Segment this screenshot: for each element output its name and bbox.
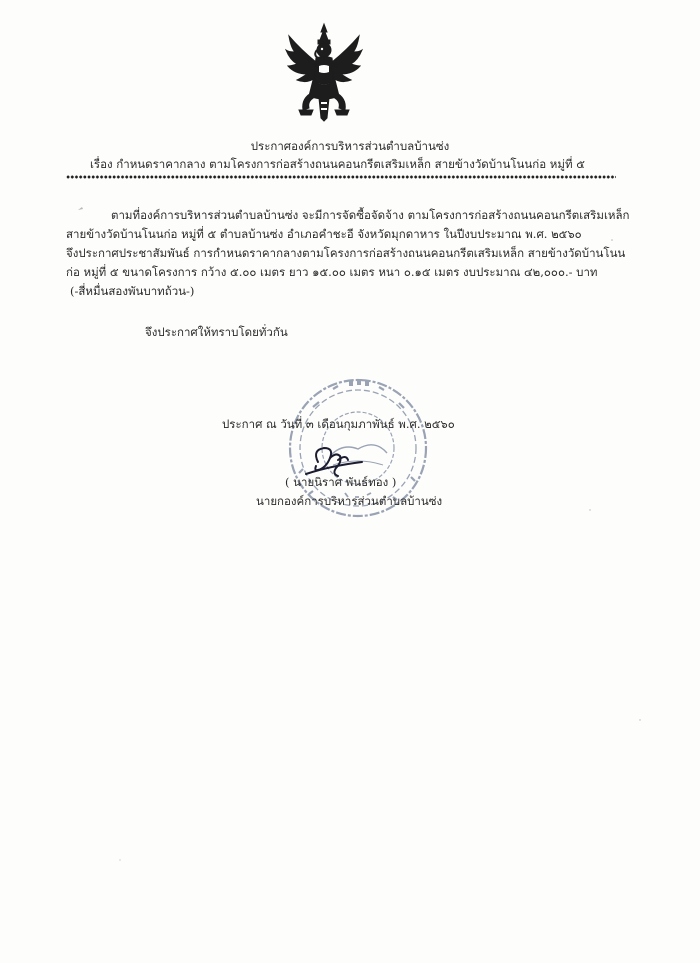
body-line: ก่อ หมู่ที่ ๕ ขนาดโครงการ กว้าง ๕.๐๐ เมตร ยาว ๑๕.๐๐ เมตร หนา ๐.๑๕ เมตร งบประมาณ ๔๒,๐๐๐.- บาท (66, 265, 598, 279)
document-subject: เรื่อง กำหนดราคากลาง ตามโครงการก่อสร้างถนนคอนกรีตเสริมเหล็ก สายข้างวัดบ้านโนนก่อ หมู่ที่ ๕ (90, 157, 585, 171)
body-line: สายข้างวัดบ้านโนนก่อ หมู่ที่ ๕ ตำบลบ้านซ่ง อำเภอคำชะอี จังหวัดมุกดาหาร ในปีงบประมาณ พ.ศ. ๒๕๖๐ (66, 227, 582, 241)
body-line: จึงประกาศประชาสัมพันธ์ การกำหนดราคากลางตามโครงการก่อสร้างถนนคอนกรีตเสริมเหล็ก สายข้างวัดบ้านโนน (66, 246, 626, 260)
amount-in-words: (-สี่หมื่นสองพันบาทถ้วน-) (70, 284, 195, 298)
signer-name: ( นายนิราศ พันธ์ทอง ) (285, 475, 397, 489)
date-line: ประกาศ ณ วันที่ ๓ เดือนกุมภาพันธ์ พ.ศ. ๒๕๖๐ (222, 417, 455, 431)
signer-title: นายกองค์การบริหารส่วนตำบลบ้านซ่ง (256, 494, 443, 508)
garuda-emblem-icon (283, 22, 365, 122)
dotted-divider (66, 174, 616, 180)
closing-line: จึงประกาศให้ทราบโดยทั่วกัน (145, 325, 288, 339)
document-heading: ประกาศองค์การบริหารส่วนตำบลบ้านซ่ง (250, 139, 450, 153)
body-line: ตามที่องค์การบริหารส่วนตำบลบ้านซ่ง จะมีการจัดซื้อจัดจ้าง ตามโครงการก่อสร้างถนนคอนกรีตเสริมเหล็ก (111, 208, 630, 222)
